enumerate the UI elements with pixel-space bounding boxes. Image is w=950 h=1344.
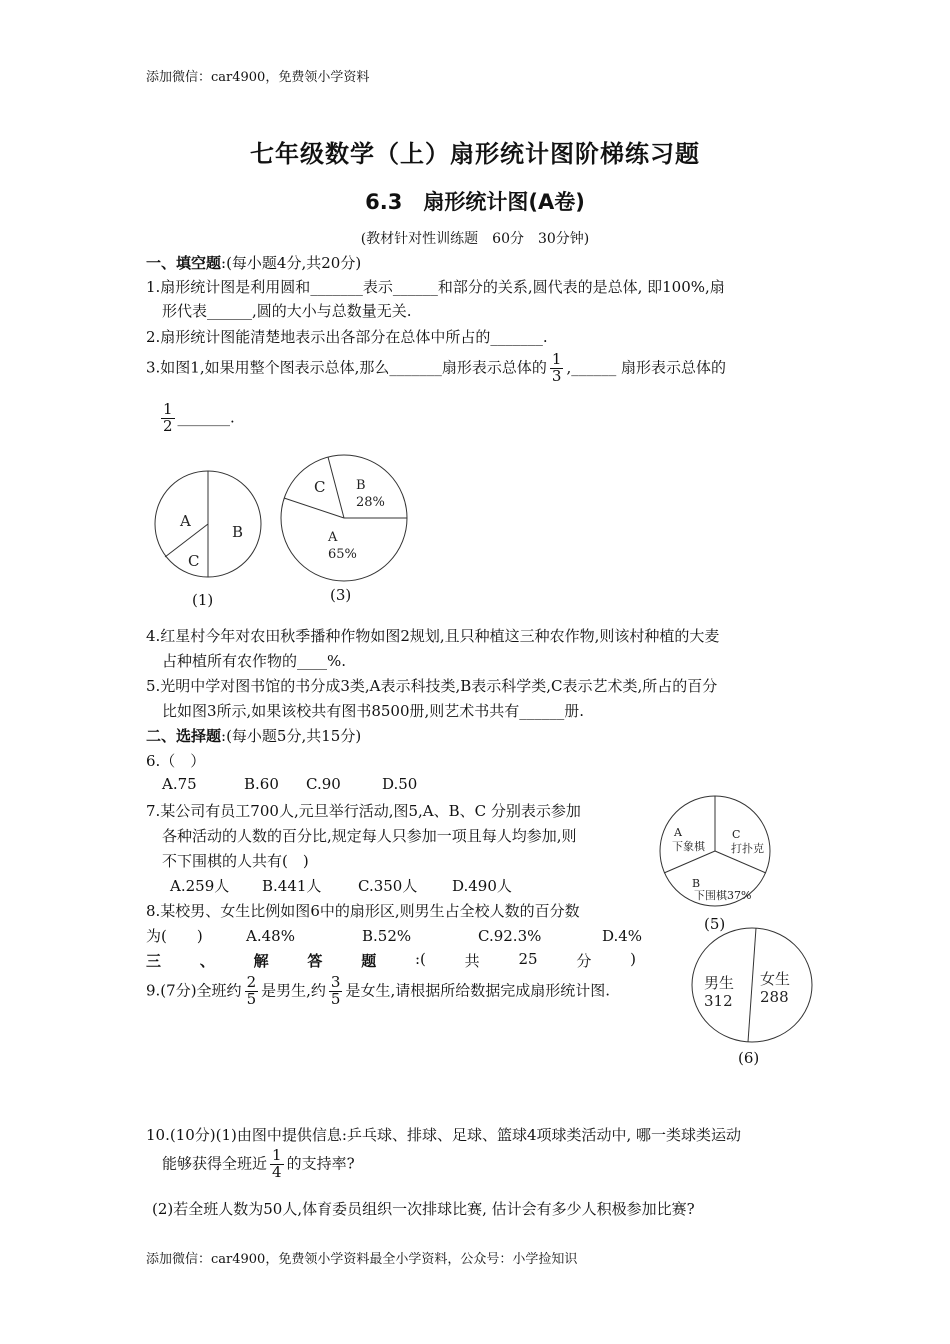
q7-options [170, 875, 512, 896]
q10-frac-num: 1 [272, 1146, 282, 1164]
part2-note: :(每小题5分,共15分) [221, 727, 362, 745]
part3-note-5: ) [630, 950, 636, 968]
q6: 6.（ ） [146, 752, 206, 770]
q7-option-c: C.350人 [358, 877, 418, 895]
page-header: 添加微信：car4900，免费领小学资料 [146, 70, 370, 85]
figure-5-caption: (5) [704, 915, 726, 933]
q1-line2: 形代表______,圆的大小与总数量无关. [162, 302, 412, 320]
fig3-label-c: C [314, 478, 326, 496]
fig5-divider-left [664, 851, 715, 873]
part3-note-2: 共 [464, 952, 480, 970]
q3-frac2-num: 1 [163, 400, 173, 418]
fig1-label-b: B [232, 523, 244, 541]
q6-option-b: B.60 [244, 775, 279, 793]
q1-line1: 1.扇形统计图是利用圆和_______表示______和部分的关系,圆代表的是总体, 即100%,扇 [146, 278, 725, 296]
fig6-count-male: 312 [704, 992, 733, 1010]
part3-note-4: 分 [576, 952, 592, 970]
q9-frac2-num: 3 [330, 973, 341, 991]
q6-option-d: D.50 [382, 775, 418, 793]
q10-fraction [270, 1148, 284, 1181]
fig6-label-female: 女生 [760, 970, 791, 988]
figure-1-pie [148, 470, 268, 590]
fig1-label-c: C [188, 552, 200, 570]
part3-heading-row [146, 950, 636, 971]
figure-3-caption: (3) [330, 586, 352, 604]
figure-5-pie [658, 794, 772, 908]
part3-note-1: :( [414, 950, 426, 968]
q7-option-b: B.441人 [262, 877, 322, 895]
q8-prefix: 为( ) [146, 927, 203, 945]
q10-line2 [162, 1148, 355, 1181]
q9-frac2-den: 5 [330, 989, 341, 1008]
part1-note: :(每小题4分,共20分) [221, 254, 362, 272]
q3-line1 [146, 352, 726, 385]
fig3-divider-left [284, 498, 344, 518]
q7-line1: 7.某公司有员工700人,元旦举行活动,图5,A、B、C 分别表示参加 [146, 802, 581, 820]
fig6-label-male: 男生 [704, 974, 735, 992]
fig3-pct-b: 28% [356, 495, 385, 510]
part3-heading-char-3: 解 [253, 952, 269, 970]
q7-line2: 各种活动的人数的百分比,规定每人只参加一项且每人均参加,则 [162, 827, 577, 845]
q3-frac2-den: 2 [163, 416, 173, 435]
fig6-count-female: 288 [760, 988, 789, 1006]
q6-option-c: C.90 [306, 775, 341, 793]
part1-heading [146, 252, 361, 273]
q8-line2 [146, 925, 642, 946]
fig3-pct-a: 65% [328, 547, 357, 562]
q5-line2: 比如图3所示,如果该校共有图书8500册,则艺术书共有______册. [162, 702, 585, 720]
part3-heading-char-5: 题 [361, 952, 377, 970]
figure-1-caption: (1) [192, 591, 214, 609]
q3-frac1-den: 3 [551, 366, 562, 385]
section-meta: (教材针对性训练题 60分 30分钟) [360, 231, 590, 247]
figure-6-caption: (6) [738, 1049, 760, 1067]
q3-fraction-1 [550, 352, 564, 385]
fig3-label-b: B [356, 478, 366, 493]
fig5-label-b: B [692, 877, 701, 890]
q3-text-b: ,______ 扇形表示总体的 [566, 358, 726, 377]
q10-text-a: 能够获得全班近 [162, 1154, 268, 1173]
figure-6-pie [690, 926, 814, 1044]
fig6-divider [748, 928, 756, 1042]
q3-text-a: 3.如图1,如果用整个图表示总体,那么_______扇形表示总体的 [146, 358, 547, 377]
fig1-label-a: A [180, 512, 191, 530]
q10-text-b: 的支持率? [286, 1154, 355, 1173]
q3-line2 [158, 402, 235, 435]
q7-line3: 不下围棋的人共有( ) [162, 852, 309, 870]
q6-option-a: A.75 [162, 775, 197, 793]
q8-option-a: A.48% [246, 927, 295, 945]
fig5-name-c: 打扑克 [731, 842, 764, 855]
q9 [146, 975, 610, 1008]
q10-frac-den: 4 [272, 1162, 282, 1181]
q8-option-b: B.52% [362, 927, 412, 945]
q6-options [162, 775, 417, 793]
part2-heading-label: 二、选择题 [146, 727, 222, 745]
q4-line2: 占种植所有农作物的____%. [162, 652, 347, 670]
q10-line1: 10.(10分)(1)由图中提供信息:乒乓球、排球、足球、篮球4项球类活动中, 哪一类球类运动 [146, 1126, 742, 1144]
q7-option-a: A.259人 [170, 877, 230, 895]
q5-line1: 5.光明中学对图书馆的书分成3类,A表示科技类,B表示科学类,C表示艺术类,所占的百分 [146, 677, 718, 695]
fig5-label-a: A [674, 826, 682, 839]
q2: 2.扇形统计图能清楚地表示出各部分在总体中所占的_______. [146, 328, 548, 346]
q9-text-a: 9.(7分)全班约 [146, 981, 242, 1000]
page-footer: 添加微信：car4900，免费领小学资料最全小学资料，公众号：小学捡知识 [146, 1252, 578, 1267]
part3-note-3: 25 [518, 950, 538, 968]
part3-heading-char-1: 三 [146, 952, 162, 970]
q9-fraction-1 [245, 975, 259, 1008]
q7-option-d: D.490人 [452, 877, 512, 895]
q3-fraction-2 [161, 402, 175, 435]
page-title: 七年级数学（上）扇形统计图阶梯练习题 [250, 140, 700, 168]
q3-text-c: _______. [177, 408, 235, 427]
figure-3-pie [278, 454, 410, 588]
q8-option-d: D.4% [602, 927, 643, 945]
part3-heading [146, 950, 636, 971]
q9-text-b: 是男生,约 [261, 981, 326, 1000]
part3-heading-char-4: 答 [307, 952, 323, 970]
q9-frac1-num: 2 [246, 973, 257, 991]
fig3-label-a: A [328, 530, 338, 545]
fig5-name-b: 下围棋37% [694, 889, 752, 902]
q3-frac1-num: 1 [551, 350, 562, 368]
part2-heading [146, 725, 361, 746]
q9-frac1-den: 5 [246, 989, 257, 1008]
q9-text-c: 是女生,请根据所给数据完成扇形统计图. [345, 981, 610, 1000]
part1-heading-label: 一、填空题 [146, 254, 222, 272]
part3-heading-char-2: 、 [199, 952, 215, 970]
q4-line1: 4.红星村今年对农田秋季播种作物如图2规划,且只种植这三种农作物,则该村种植的大麦 [146, 627, 720, 645]
q8-option-c: C.92.3% [478, 927, 542, 945]
fig5-name-a: 下象棋 [672, 840, 705, 853]
q9-fraction-2 [329, 975, 343, 1008]
q10-line3: (2)若全班人数为50人,体育委员组织一次排球比赛, 估计会有多少人积极参加比赛? [152, 1200, 695, 1218]
section-title: 6.3 扇形统计图(A卷) [365, 190, 585, 214]
fig5-label-c: C [732, 828, 741, 841]
q8-line1: 8.某校男、女生比例如图6中的扇形区,则男生占全校人数的百分数 [146, 902, 580, 920]
fig3-divider-top [328, 457, 344, 518]
